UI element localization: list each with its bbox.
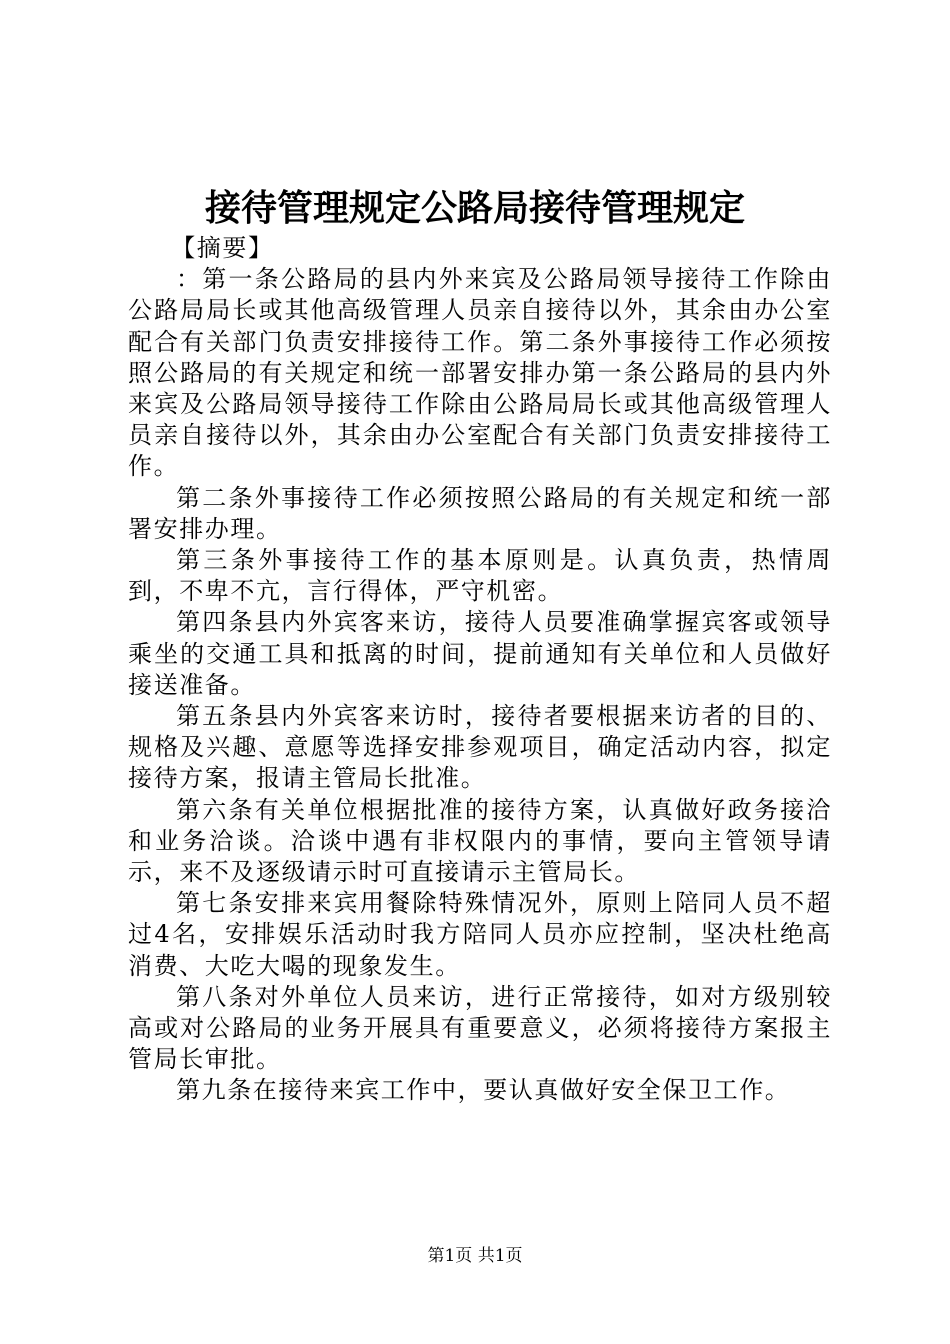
paragraph-article-8: 第八条对外单位人员来访，进行正常接待，如对方级别较高或对公路局的业务开展具有重要意义，必须将接待方案报主管局长审批。 [128, 982, 832, 1074]
document-body [128, 233, 832, 1107]
paragraph-article-3: 第三条外事接待工作的基本原则是。认真负责，热情周到，不卑不亢，言行得体，严守机密。 [128, 546, 832, 606]
abstract-label: 【摘要】 [171, 234, 274, 262]
paragraph-article-5: 第五条县内外宾客来访时，接待者要根据来访者的目的、规格及兴趣、意愿等选择安排参观项目，确定活动内容，拟定接待方案，报请主管局长批准。 [128, 702, 832, 793]
page-footer: 第1页 共1页 [427, 1246, 523, 1266]
paragraph-abstract: ：第一条公路局的县内外来宾及公路局领导接待工作除由公路局局长或其他高级管理人员亲自接待以外，其余由办公室配合有关部门负责安排接待工作。第二条外事接待工作必须按照公路局的有关规定和统一部署安排办第一条公路局的县内外来宾及公路局领导接待工作除由公路局局长或其他高级管理人员亲自接待以外，其余由办公室配合有关部门负责安排接待工作。 [128, 265, 832, 481]
paragraph-article-2: 第二条外事接待工作必须按照公路局的有关规定和统一部署安排办理。 [128, 483, 832, 543]
paragraph-article-9: 第九条在接待来宾工作中，要认真做好安全保卫工作。 [176, 1076, 791, 1105]
paragraph-article-6: 第六条有关单位根据批准的接待方案，认真做好政务接洽和业务洽谈。洽谈中遇有非权限内的事情，要向主管领导请示，来不及逐级请示时可直接请示主管局长。 [128, 795, 832, 887]
document-title: 接待管理规定公路局接待管理规定 [204, 187, 745, 229]
paragraph-article-4: 第四条县内外宾客来访，接待人员要准确掌握宾客或领导乘坐的交通工具和抵离的时间，提前通知有关单位和人员做好接送准备。 [128, 608, 832, 699]
paragraph-article-7: 第七条安排来宾用餐除特殊情况外，原则上陪同人员不超过4名，安排娱乐活动时我方陪同人员亦应控制，坚决杜绝高消费、大吃大喝的现象发生。 [128, 889, 832, 980]
